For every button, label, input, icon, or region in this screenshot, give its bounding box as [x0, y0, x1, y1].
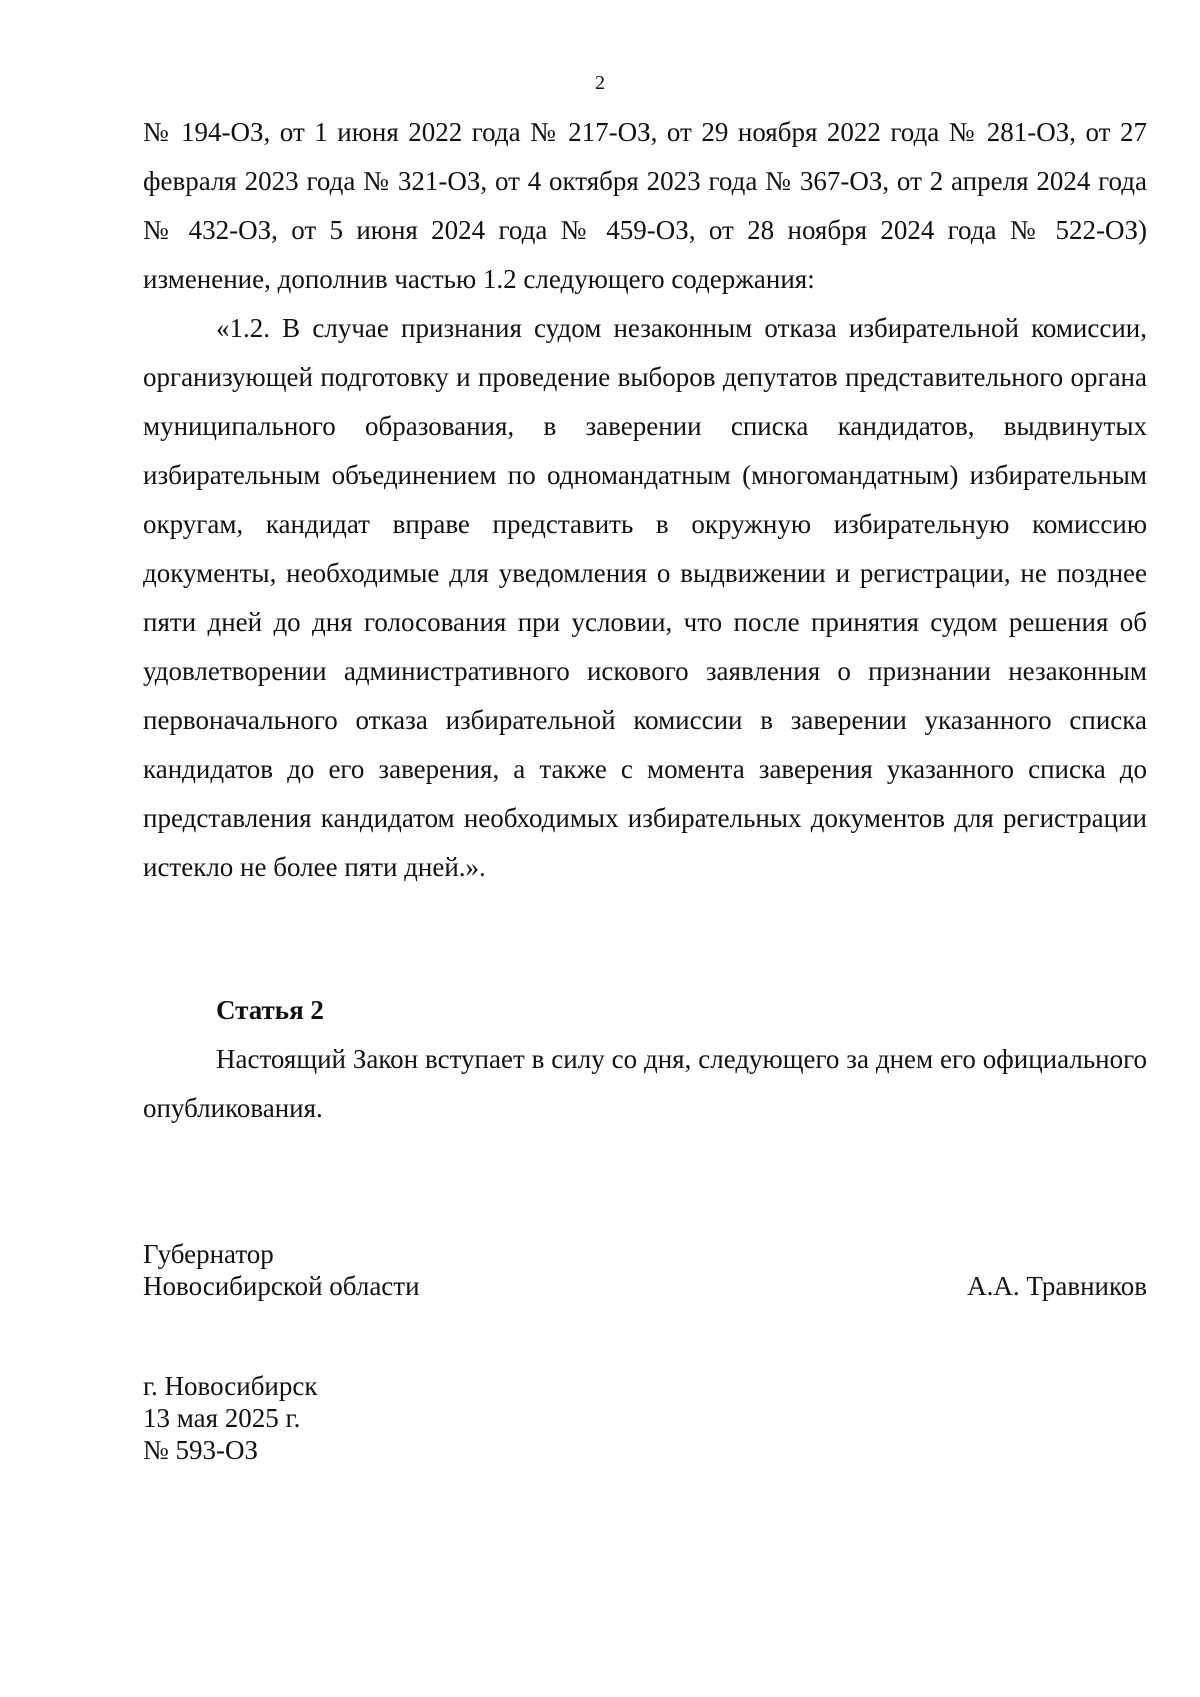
signatory-title-line1: Губернатор — [143, 1239, 274, 1269]
page-number: 2 — [595, 72, 605, 94]
amendment-paragraph: «1.2. В случае признания судом незаконным отказа избирательной комиссии, организующей подготовку и проведение выборов депутатов представительного органа муниципального образования, в заверении списка кандидатов, выдвинутых избирательным объединением по одномандатным (многомандатным) избирательным округам, кандидат вправе представить в окружную избирательную комиссию документы, необходимые для уведомления о выдвижении и регистрации, не позднее пяти дней до дня голосования при условии, что после принятия судом решения об удовлетворении административного искового заявления о признании незаконным первоначального отказа избирательной комиссии в заверении указанного списка кандидатов до его заверения, а также с момента заверения указанного списка до представления кандидатом необходимых избирательных документов для регистрации истекло не более пяти дней.». — [143, 313, 1147, 882]
article-text: Настоящий Закон вступает в силу со дня, следующего за днем его официального опубликования. — [143, 1044, 1147, 1123]
signatory-title-line2: Новосибирской области — [143, 1271, 420, 1301]
law-number: № 593-ОЗ — [143, 1435, 259, 1465]
place-date-block — [143, 1370, 318, 1466]
signature-block — [143, 1238, 1147, 1302]
signatory-name: А.А. Травников — [967, 1271, 1147, 1301]
city: г. Новосибирск — [143, 1371, 318, 1401]
intro-paragraph: № 194-ОЗ, от 1 июня 2022 года № 217-ОЗ, от 29 ноября 2022 года № 281-ОЗ, от 27 февраля 2023 года № 321-ОЗ, от 4 октября 2023 года № 367-ОЗ, от 2 апреля 2024 года № 432-ОЗ, от 5 июня 2024 года № 459-ОЗ, от 28 ноября 2024 года № 522-ОЗ) изменение, дополнив частью 1.2 следующего содержания: — [143, 117, 1147, 294]
law-date: 13 мая 2025 г. — [143, 1403, 301, 1433]
article-heading: Статья 2 — [216, 995, 324, 1025]
